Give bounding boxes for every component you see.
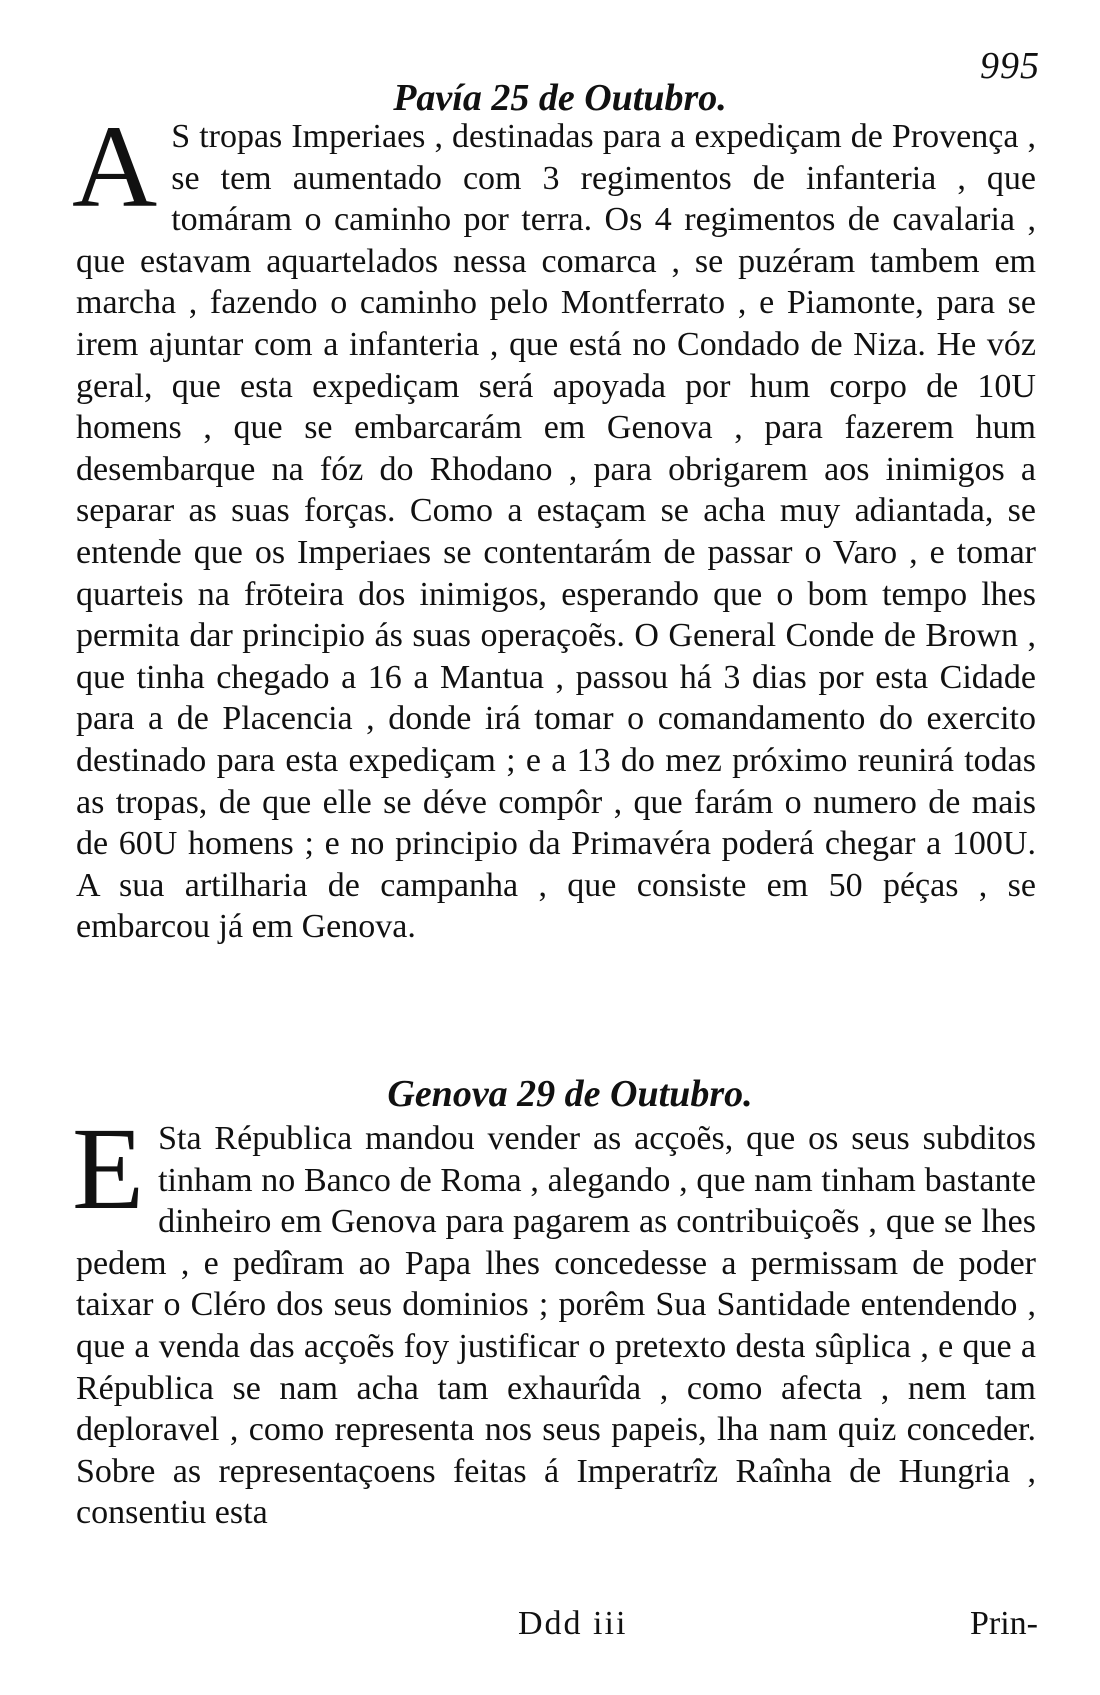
- dateline-pavia: Pavía 25 de Outubro.: [393, 77, 727, 119]
- page-number: 995: [980, 45, 1040, 87]
- article-genova: [72, 1103, 1036, 1534]
- catchword: Prin-: [970, 1605, 1038, 1642]
- article-body: Sta Républica mandou vender as acçoẽs, que os seus subditos tinham no Banco de Roma , alegando , que nam tinham bastante dinheiro em Genova para pagarem as contribuiçoẽs , que se lhes pedem , e pedîram ao Papa lhes concedesse a permissam de poder taixar o Cléro dos seus dominios ; porêm Sua Santidade entendendo , que a venda das acçoẽs foy justificar o pretexto desta sûplica , e que a Républica se nam acha tam exhaurîda , como afecta , nem tam deploravel , como representa nos seus papeis, lha nam quiz conceder. Sobre as representaçoens feitas á Imperatrîz Raînha de Hungria , consentiu esta: [76, 1120, 1036, 1532]
- signature-mark: Ddd iii: [518, 1605, 628, 1642]
- article-body: S tropas Imperiaes , destinadas para a expediçam de Provença , se tem aumentado com 3 regimentos de infanteria , que tomáram o caminho por terra. Os 4 regimentos de cavalaria , que estavam aquartelados nessa comarca , se puzéram tambem em marcha , fazendo o caminho pelo Montferrato , e Piamonte, para se irem ajuntar com a infanteria , que está no Condado de Niza. He vóz geral, que esta expediçam será apoyada por hum corpo de 10U homens , que se embarcarám em Genova , para fazerem hum desembarque na fóz do Rhodano , para obrigarem aos inimigos a separar as suas forças. Como a estaçam se acha muy adiantada, se entende que os Imperiaes se contentarám de passar o Varo , e tomar quarteis na frōteira dos inimigos, esperando que o bom tempo lhes permita dar principio ás suas operaçoẽs. O General Conde de Brown , que tinha chegado a 16 a Mantua , passou há 3 dias por esta Cidade para a de Placencia , donde irá tomar o comandamento do exercito destinado para esta expediçam ; e a 13 do mez próximo reunirá todas as tropas, de que elle se déve compôr , que farám o numero de mais de 60U homens ; e no principio da Primavéra poderá chegar a 100U. A sua artilharia de campanha , que consiste em 50 péças , se embarcou já em Genova.: [76, 118, 1036, 946]
- dateline-genova: Genova 29 de Outubro.: [387, 1073, 753, 1115]
- drop-cap: A: [72, 101, 158, 232]
- drop-cap: E: [72, 1103, 145, 1234]
- article-pavia: [72, 101, 1036, 948]
